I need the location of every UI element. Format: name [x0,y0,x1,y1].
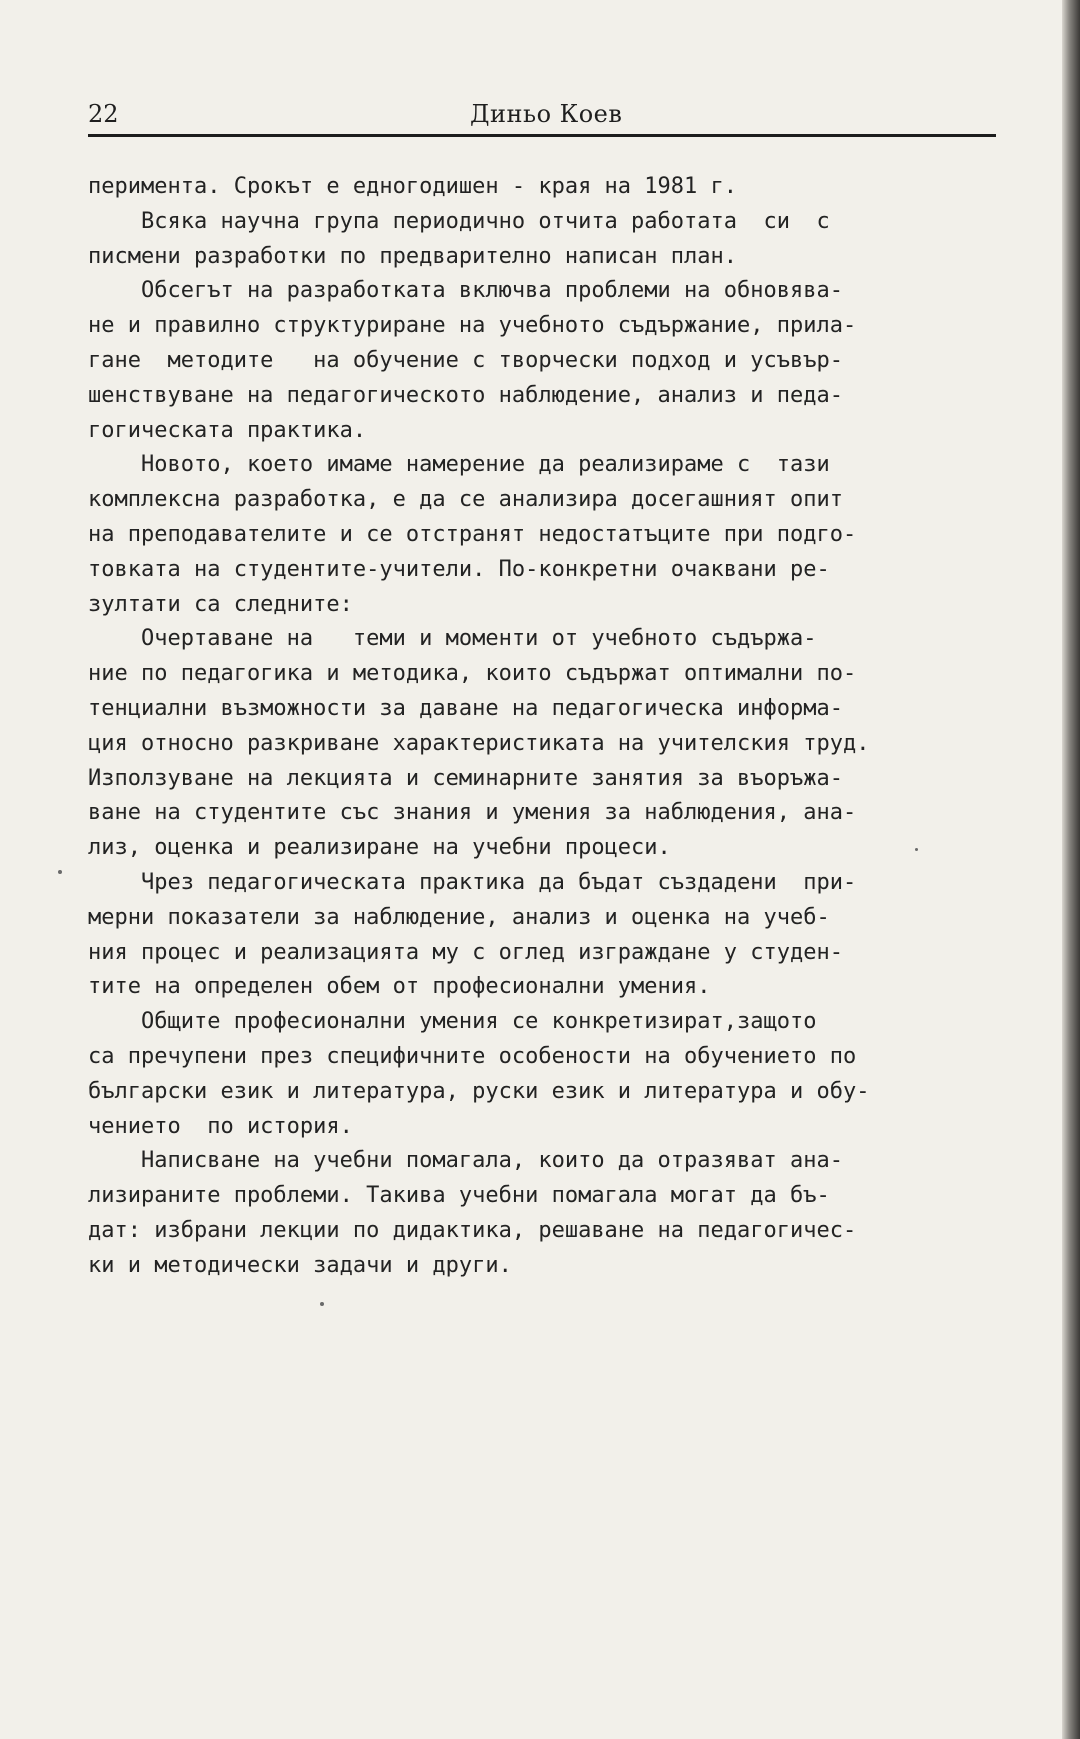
running-title: Диньо Коев [470,100,623,128]
scan-speck [320,1302,324,1306]
text-line: дат: избрани лекции по дидактика, решаване на педагогичес- [88,1217,857,1243]
text-line: лизираните проблеми. Такива учебни помагала могат да бъ- [88,1183,830,1209]
text-line: Очертаване на теми и моменти от учебното съдържа- [88,626,817,652]
text-line: Чрез педагогическата практика да бъдат създадени при- [88,869,857,895]
text-line: перимента. Срокът е едногодишен - края на 1981 г. [88,174,738,199]
text-line: ция относно разкриване характеристиката на учителския труд. [88,730,870,756]
text-line: товката на студентите-учители. По-конкретни очаквани ре- [88,556,830,582]
text-line: на преподавателите и се отстранят недостатъците при подго- [88,521,857,547]
text-line: шенствуване на педагогическото наблюдение, анализ и педа- [88,382,843,408]
text-line: български език и литература, руски език и литература и обу- [88,1078,870,1104]
text-line: Всяка научна група периодично отчита работата си с [88,208,830,234]
text-line: писмени разработки по предварително написан план. [88,243,738,269]
text-line: комплексна разработка, е да се анализира досегашният опит [88,487,843,513]
scan-speck [58,870,62,874]
text-line: тите на определен обем от професионални умения. [88,974,711,1000]
text-line: зултати са следните: [88,591,353,617]
text-line: ние по педагогика и методика, които съдържат оптимални по- [88,661,857,687]
text-line: чението по история. [88,1113,353,1139]
text-line: ния процес и реализацията му с оглед изграждане у студен- [88,939,843,965]
scan-speck [915,848,918,851]
page-header [88,100,996,137]
text-line: Използуване на лекцията и семинарните занятия за въоръжа- [88,765,843,791]
text-line: Новото, което имаме намерение да реализираме с тази [88,452,830,478]
page-number: 22 [88,100,119,128]
text-line: ване на студентите със знания и умения за наблюдения, ана- [88,800,857,826]
text-line: мерни показатели за наблюдение, анализ и оценка на учеб- [88,904,830,930]
text-line: гогическата практика. [88,417,367,443]
text-line: не и правилно структуриране на учебното съдържание, прила- [88,313,857,339]
text-line: Обсегът на разработката включва проблеми на обновява- [88,278,843,304]
body-text [88,170,1008,1284]
text-line: лиз, оценка и реализиране на учебни процеси. [88,835,671,861]
text-line: гане методите на обучение с творчески подход и усъвър- [88,347,843,373]
text-line: Общите професионални умения се конкретизират,защото [88,1009,817,1035]
text-line: ки и методически задачи и други. [88,1252,512,1278]
text-line: Написване на учебни помагала, които да отразяват ана- [88,1148,843,1174]
page-binding-edge [1062,0,1080,1739]
text-line: са пречупени през специфичните особености на обучението по [88,1043,857,1069]
text-line: тенциални възможности за даване на педагогическа информа- [88,695,843,721]
